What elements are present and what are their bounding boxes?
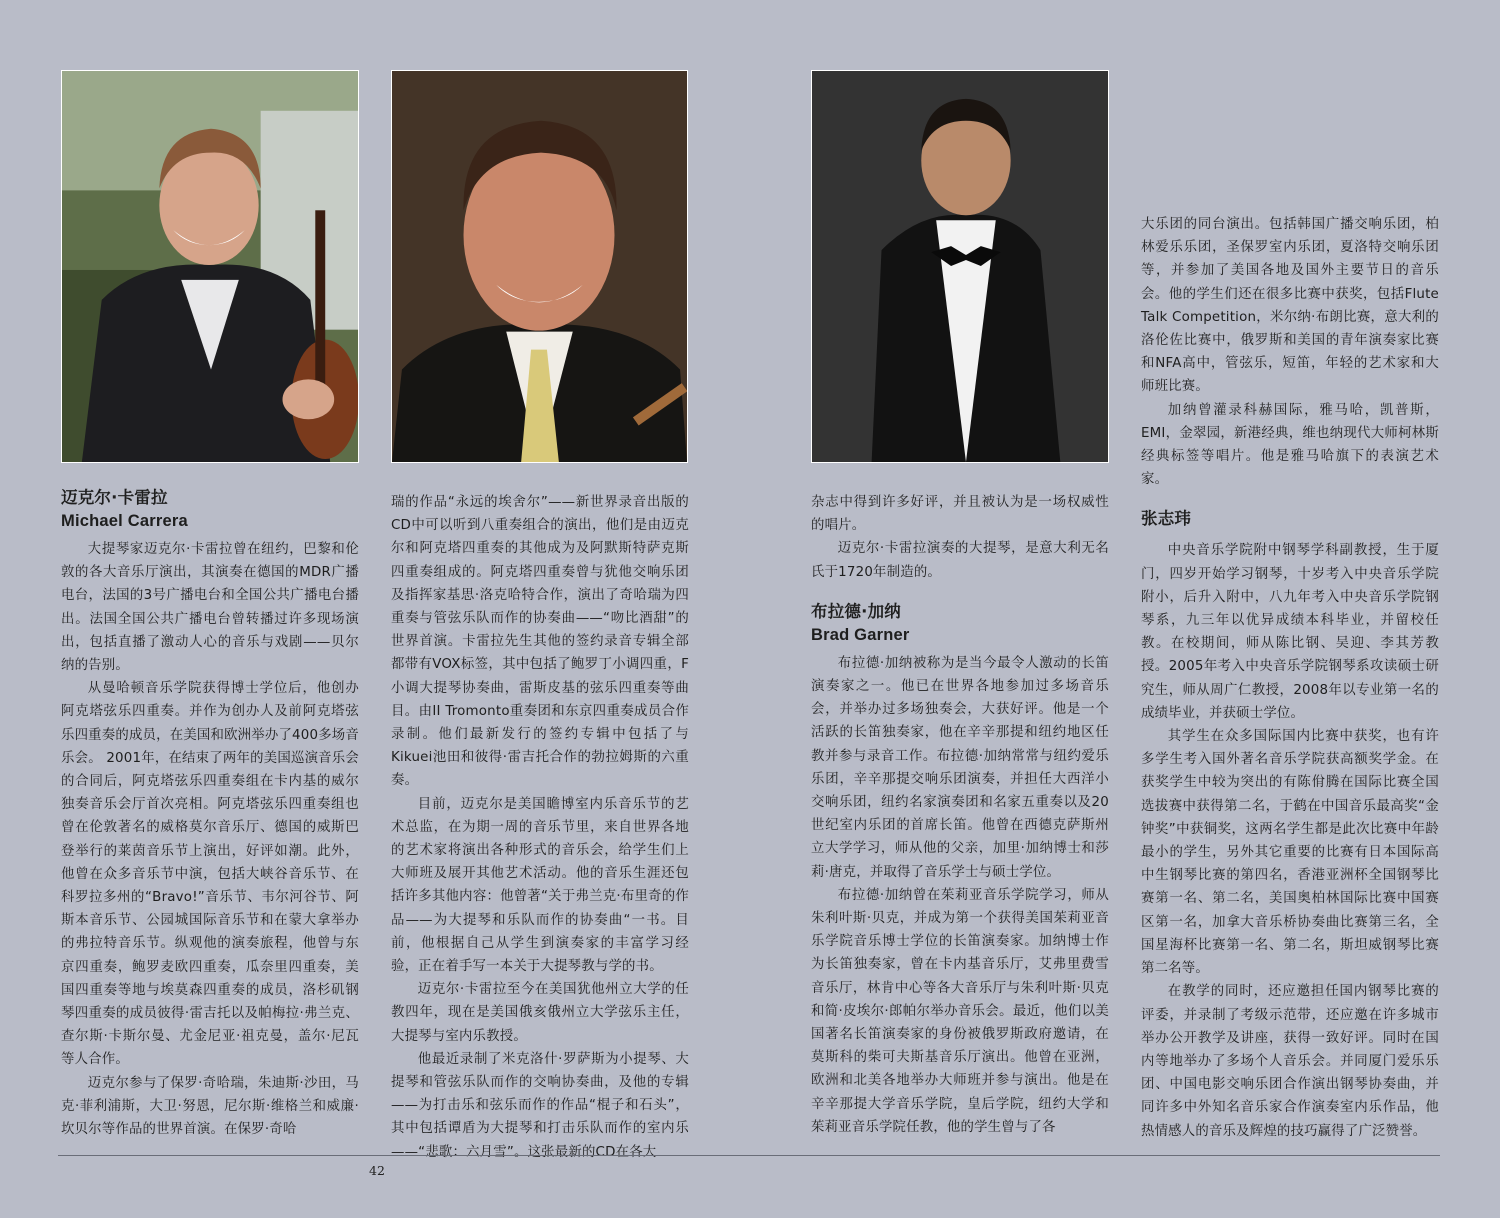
paragraph: 他最近录制了米克洛什·罗萨斯为小提琴、大提琴和管弦乐队而作的交响协奏曲，及他的专辑——为打击乐和弦乐而作的作品“棍子和石头”，其中包括谭盾为大提琴和打击乐队而作的室内乐——“悲歌：六月雪”。这张最新的CD在各大 bbox=[391, 1051, 689, 1160]
brad-garner-name-en: Brad Garner bbox=[811, 625, 910, 644]
zhang-zhiwei-name-cn: 张志玮 bbox=[1141, 509, 1192, 529]
paragraph: 迈克尔·卡雷拉演奏的大提琴，是意大利无名氏于1720年制造的。 bbox=[811, 541, 1109, 580]
paragraph: 迈克尔·卡雷拉至今在美国犹他州立大学的任教四年，现在是美国俄亥俄州立大学弦乐主任，大提琴与室内乐教授。 bbox=[391, 982, 689, 1044]
column-3 bbox=[811, 491, 1109, 1139]
brad-garner-photo bbox=[391, 70, 688, 463]
michael-carrera-name-cn: 迈克尔·卡雷拉 bbox=[61, 488, 168, 507]
paragraph: 瑞的作品“永远的埃舍尔”——新世界录音出版的CD中可以听到八重奏组合的演出，他们是由迈克尔和阿克塔四重奏的其他成为及阿默斯特萨克斯四重奏组成的。阿克塔四重奏曾与犹他交响乐团及指挥家基思·洛克哈特合作，演出了奇哈瑞为四重奏与管弦乐队而作的协奏曲——“吻比酒甜”的世界首演。卡雷拉先生其他的签约录音专辑全部都带有VOX标签，其中包括了鲍罗丁小调四重，F小调大提琴协奏曲，雷斯皮基的弦乐四重奏等曲目。由II Tromonto重奏团和东京四重奏成员合作录制。他们最新发行的签约专辑中包括了与Kikuei池田和彼得·雷吉托合作的勃拉姆斯的六重奏。 bbox=[391, 495, 689, 789]
paragraph: 从曼哈顿音乐学院获得博士学位后，他创办阿克塔弦乐四重奏。并作为创办人及前阿克塔弦乐四重奏的成员，在美国和欧洲举办了400多场音乐会。 2001年，在结束了两年的美国巡演音乐会的合同后，阿克塔弦乐四重奏组在卡内基的威尔独奏音乐会厅首次亮相。阿克塔弦乐四重奏组也曾在伦敦著名的威格莫尔音乐厅、德国的威斯巴登举行的莱茵音乐节上演出，好评如潮。此外，他曾在众多音乐节中演，包括大峡谷音乐节、在科罗拉多州的“Bravo!”音乐节、韦尔河谷节、阿斯本音乐节、公园城国际音乐节和在蒙大拿举办的弗拉特音乐节。纵观他的演奏旅程，他曾与东京四重奏，鲍罗麦欧四重奏，瓜奈里四重奏，美国四重奏等地与埃莫森四重奏的成员，洛杉矶钢琴四重奏的成员彼得·雷吉托以及帕梅拉·弗兰克、查尔斯·卡斯尔曼、尤金尼亚·祖克曼，盖尔·尼瓦等人合作。 bbox=[61, 681, 359, 1068]
zhang-zhiwei-photo bbox=[811, 70, 1109, 463]
brad-garner-name-cn: 布拉德·加纳 bbox=[811, 601, 901, 621]
paragraph: 杂志中得到许多好评，并且被认为是一场权威性的唱片。 bbox=[811, 495, 1109, 534]
paragraph: 其学生在众多国际国内比赛中获奖，也有许多学生考入国外著名音乐学院获高额奖学金。在获奖学生中较为突出的有陈佾腾在国际比赛全国选拔赛中获得第二名，于鹤在中国音乐最高奖“金钟奖”中获铜奖，这两名学生都是此次比赛中年龄最小的学生，另外其它重要的比赛有日本国际高中生钢琴比赛的第四名，香港亚洲杯全国钢琴比赛第一名、第二名，美国奥柏林国际比赛中国赛区第一名，加拿大音乐桥协奏曲比赛第三名，全国星海杯比赛第一名、第二名，斯坦威钢琴比赛第二名等。 bbox=[1141, 729, 1439, 977]
column-4 bbox=[1141, 213, 1439, 1143]
paragraph: 迈克尔参与了保罗·奇哈瑞，朱迪斯·沙田，马克·菲利浦斯，大卫·努恩，尼尔斯·维格兰和威廉·坎贝尔等作品的世界首演。在保罗·奇哈 bbox=[61, 1075, 359, 1138]
paragraph: 加纳曾灌录科赫国际，雅马哈，凯普斯，EMI，金翠园，新港经典，维也纳现代大师柯林斯经典标签等唱片。他是雅马哈旗下的表演艺术家。 bbox=[1141, 402, 1439, 488]
paragraph: 中央音乐学院附中钢琴学科副教授，生于厦门，四岁开始学习钢琴，十岁考入中央音乐学院附小，后升入附中，八九年考入中央音乐学院钢琴系，九三年以优异成绩本科毕业，并留校任教。在校期间，师从陈比钢、吴迎、李其芳教授。2005年考入中央音乐学院钢琴系攻读硕士研究生，师从周广仁教授，2008年以专业第一名的成绩毕业，并获硕士学位。 bbox=[1141, 543, 1439, 721]
paragraph: 大提琴家迈克尔·卡雷拉曾在纽约，巴黎和伦敦的各大音乐厅演出，其演奏在德国的MDR广播电台，法国的3号广播电台和全国公共广播电台播出。法国全国公共广播电台曾转播过许多现场演出，包括直播了激动人心的音乐与戏剧——贝尔纳的告别。 bbox=[61, 542, 359, 674]
column-2 bbox=[391, 491, 689, 1164]
michael-carrera-portrait-image bbox=[62, 71, 358, 462]
michael-carrera-photo bbox=[61, 70, 359, 463]
column-1 bbox=[61, 486, 359, 1141]
paragraph: 布拉德·加纳被称为是当今最令人激动的长笛演奏家之一。他已在世界各地参加过多场音乐会，并举办过多场独奏会，大获好评。他是一个活跃的长笛独奏家，他在辛辛那提和纽约地区任教并参与录音工作。布拉德·加纳常常与纽约爱乐乐团，辛辛那提交响乐团演奏，并担任大西洋小交响乐团，纽约名家演奏团和名家五重奏以及20世纪室内乐团的首席长笛。他曾在西德克萨斯州立大学学习，师从他的父亲，加里·加纳博士和莎莉·唐克，并取得了音乐学士与硕士学位。 bbox=[811, 655, 1109, 880]
footer-rule bbox=[58, 1155, 1440, 1156]
paragraph: 目前，迈克尔是美国瞻博室内乐音乐节的艺术总监，在为期一周的音乐节里，来自世界各地的艺术家将演出各种形式的音乐会，给学生们上大师班及展开其他艺术活动。他的音乐生涯还包括许多其他内容：他曾著“关于弗兰克·布里奇的作品——为大提琴和乐队而作的协奏曲“一书。目前，他根据自己从学生到演奏家的丰富学习经验，正在着手写一本关于大提琴教与学的书。 bbox=[391, 796, 689, 975]
paragraph: 大乐团的同台演出。包括韩国广播交响乐团，柏林爱乐乐团，圣保罗室内乐团，夏洛特交响乐团等，并参加了美国各地及国外主要节日的音乐会。他的学生们还在很多比赛中获奖，包括Flute Talk Competition，米尔纳·布朗比赛，意大利的洛伦佐比赛中，俄罗斯和美国的青年演奏家比赛和NFA高中，管弦乐，短笛，年轻的艺术家和大师班比赛。 bbox=[1141, 217, 1439, 395]
michael-carrera-name-en: Michael Carrera bbox=[61, 512, 188, 530]
page-number: 42 bbox=[369, 1163, 385, 1178]
zhang-zhiwei-portrait-image bbox=[812, 71, 1108, 462]
brad-garner-portrait-image bbox=[392, 71, 687, 462]
paragraph: 在教学的同时，还应邀担任国内钢琴比赛的评委，并录制了考级示范带，还应邀在许多城市举办公开教学及讲座，获得一致好评。同时在国内等地举办了多场个人音乐会。并同厦门爱乐乐团、中国电影交响乐团合作演出钢琴协奏曲，并同许多中外知名音乐家合作演奏室内乐作品，他热情感人的音乐及辉煌的技巧赢得了广泛赞誉。 bbox=[1141, 984, 1439, 1139]
paragraph: 布拉德·加纳曾在茱莉亚音乐学院学习，师从朱利叶斯·贝克，并成为第一个获得美国茱莉亚音乐学院音乐博士学位的长笛演奏家。加纳博士作为长笛独奏家，曾在卡内基音乐厅，艾弗里费雪音乐厅，林肯中心等各大音乐厅与朱利叶斯·贝克和简·皮埃尔·郎帕尔举办音乐会。最近，他们以美国著名长笛演奏家的身份被俄罗斯政府邀请，在莫斯科的柴可夫斯基音乐厅演出。他曾在亚洲，欧洲和北美各地举办大师班并参与演出。他是在辛辛那提大学音乐学院，皇后学院，纽约大学和茱莉亚音乐学院任教，他的学生曾与了各 bbox=[811, 887, 1109, 1135]
